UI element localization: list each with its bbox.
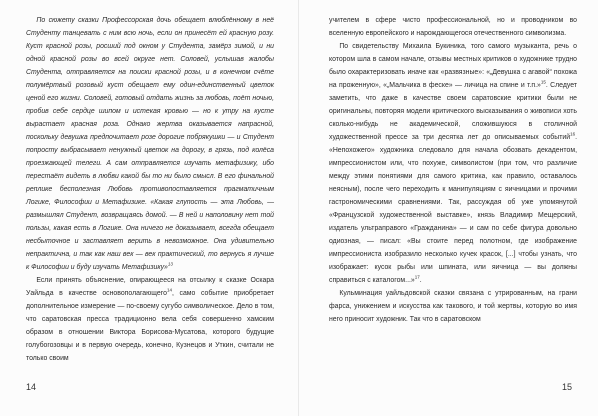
left-paragraph-2	[26, 274, 274, 365]
left-page-text	[26, 14, 274, 365]
right-paragraph-3: Кульминация уайльдовской сказки связана с утрированным, на грани фарса, унижением и искусства как такового, и той жертвы, которую во имя него приносит художник. Так что в саратовском	[329, 290, 577, 323]
footnote-ref-16[interactable]: 16	[570, 131, 576, 137]
right-paragraph-2	[329, 40, 577, 287]
right-paragraph-2-end: .	[419, 277, 422, 284]
right-paragraph-1: учителем в сфере чисто профессиональной, но и проводником во вселенную европейского и нарождающегося отечественного символизма.	[329, 17, 577, 37]
left-paragraph-2-text: Если принять объяснение, опирающееся на отсылку к сказке Оскара Уайльда в качестве основополагающего	[26, 277, 274, 297]
left-paragraph-quote	[26, 14, 274, 274]
left-paragraph-2-rest: , само событие приобретает дополнительное измерение — по-своему сугубо символическое. Дело в том, что саратовская пресса традиционно вела себя совершенно хамским образом в отношении Виктора Борисова-Мусатова, которого будущие голубоrозовцы и в первую очередь, конечно, Кузнецов и Уткин, считали не только своим	[26, 290, 274, 362]
page-number-left: 14	[26, 382, 37, 392]
right-page-text	[329, 14, 577, 326]
left-paragraph-1-text: По сюжету сказки Профессорская дочь обещает влюблённому в неё Студенту танцевать с ним всю ночь, если он принесёт ей красную розу. Куст красной розы, росший под окном у Студента, замёрз зимой, и ни одной красной розы во всей округе нет. Соловей, услышав жалобы Студента, отправляется на поиски красной розы, и в конечном счёте полумёртвый розовый куст обещает ему один-единственный цветок ценой его жизни. Соловей, готовый отдать жизнь за любовь, поёт ночью, пробив себе сердце шипом и истекая кровью — но к утру на кусте вырастает красная роза. Однако жертва оказывается напрасной, поскольку девушка предпочитает розе дорогие побрякушки — и Студент попросту выбрасывает ненужный цветок на дорогу, в грязь, под колёса проезжающей телеги. А сам отправляется изучать метафизику, ибо перестаёт видеть в любви какой бы то ни было смысл. В его финальной реплике бесполезная Любовь противопоставляется прагматичным Логике, Философии и Метафизике. «Какая глупость — эта Любовь, — размышлял Студент, возвращаясь домой. — В ней и наполовину нет той пользы, какая есть в Логике. Она ничего не доказывает, всегда обещает несбыточное и заставляет верить в невозможное. Она удивительно непрактична, и так как наш век — век практический, то вернусь я лучше к Философии и буду изучать Метафизику»	[26, 17, 274, 271]
right-page	[299, 0, 598, 416]
right-paragraph-2-tail: . «Непохожего» художника следовало для начала обозвать декадентом, импрессионистом или, что похуже, символистом (при том, что различие между этими понятиями для самого критика, как правило, оставалось неясным), после чего переходить к манипуляциям с яичницами и прочими гастрономическими сравнениями. Так, рассуждая об уже упомянутой «Французской художественной выставке», князь Владимир Мещерский, издатель ультраправого «Гражданина» — и сам по себе фигура довольно одиозная, — писал: «Вы стоите перед полотном, где изображение импрессиониста изобразило несколько кучек красок, [...] чтобы узнать, что изображает: кусок рыбы или шпината, или яичница — вы должны справиться с каталогом...»	[329, 134, 577, 284]
right-paragraph-2-rest: . Следует заметить, что даже в качестве своем саратовские критики были не оригинальны, повторяя модели критического высказывания о живописи хоть сколько-нибудь не академической, сложившуюся в столичной художественной прессе за три десятка лет до описываемых событий	[329, 82, 577, 141]
right-paragraph-2-text: По свидетельству Михаила Букиника, того самого музыканта, речь о котором шла в самом начале, отзывы местных критиков о художнике трудно было охарактеризовать иначе как «развязные»: «„Девушка с агавой“ похожа на проженную», «„Мальчика в феске» — личица на спине и т.п.»	[329, 43, 577, 89]
footnote-ref-13[interactable]: 13	[167, 261, 173, 267]
footnote-ref-15[interactable]: 15	[540, 79, 546, 85]
footnote-ref-17[interactable]: 17	[414, 274, 420, 280]
footnote-ref-14[interactable]: 14	[166, 287, 172, 293]
page-number-right: 15	[561, 382, 572, 392]
